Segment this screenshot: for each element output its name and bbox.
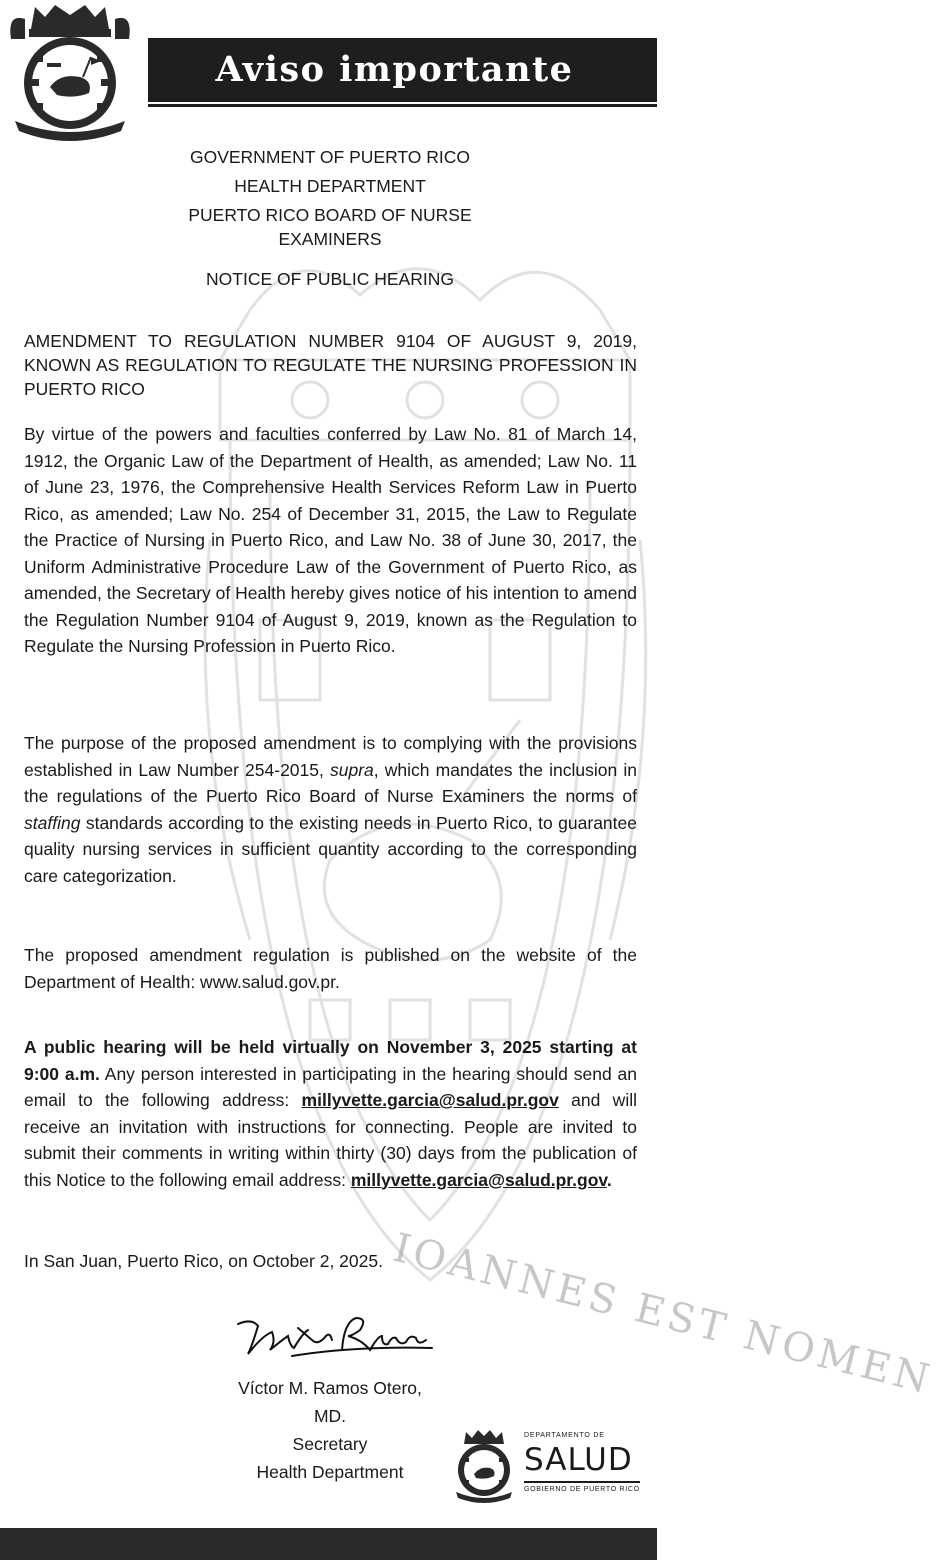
paragraph-hearing: A public hearing will be held virtually on November 3, 2025 starting at 9:00 a.m. Any person interested in participating in the hearing should send an email to the following address: millyvette.garcia@salud.pr.gov and will receive an invitation with instructions for connecting. People are invited to submit their comments in writing within thirty (30) days from the publication of this Notice to the following email address: millyvette.garcia@salud.pr.gov. <box>24 1037 638 1190</box>
hearing-announcement: A public hearing will be held virtually on November 3, 2025 starting at 9:00 a.m. <box>24 1037 637 1084</box>
signer-title: Secretary <box>292 1434 368 1454</box>
puerto-rico-coat-of-arms-icon <box>5 3 135 139</box>
paragraph-purpose: The purpose of the proposed amendment is to complying with the provisions established in Law Number 254-2015, supra, which mandates the inclusion in the regulations of the Puerto Rico Board of Nurse Examiners the norms of staffing standards according to the existing needs in Puerto Rico, to guarantee quality nursing services in sufficient quantity according to the corresponding care categorization. <box>24 733 637 886</box>
signature-block <box>220 1374 440 1486</box>
paragraph-website: The proposed amendment regulation is published on the website of the Department of Health: www.salud.gov.pr. <box>24 945 637 992</box>
motto-watermark: IOANNES EST NOMEN <box>388 1225 937 1404</box>
signer-name: Víctor M. Ramos Otero, MD. <box>238 1378 422 1426</box>
salud-dept-label: DEPARTAMENTO DE <box>524 1432 605 1439</box>
department-line: HEALTH DEPARTMENT <box>234 176 426 196</box>
paragraph-authority: By virtue of the powers and faculties conferred by Law No. 81 of March 14, 1912, the Organic Law of the Department of Health, as amended; Law No. 11 of June 23, 1976, the Comprehensive Health Services Reform Law in Puerto Rico, as amended; Law No. 254 of December 31, 2015, the Law to Regulate the Practice of Nursing in Puerto Rico, and Law No. 38 of June 30, 2017, the Uniform Administrative Procedure Law of the Government of Puerto Rico, as amended, the Secretary of Health hereby gives notice of his intention to amend the Regulation Number 9104 of August 9, 2019, known as the Regulation to Regulate the Nursing Profession in Puerto Rico. <box>24 424 637 656</box>
government-line: GOVERNMENT OF PUERTO RICO <box>189 147 471 167</box>
banner-rule <box>148 104 657 107</box>
salud-crest-icon <box>452 1428 516 1500</box>
board-line: PUERTO RICO BOARD OF NURSE EXAMINERS <box>188 205 472 249</box>
salud-gov-label: GOBIERNO DE PUERTO RICO <box>524 1486 640 1493</box>
bottom-bar <box>0 1528 657 1560</box>
salud-wordmark: SALUD <box>524 1441 640 1483</box>
amendment-title: AMENDMENT TO REGULATION NUMBER 9104 OF AUGUST 9, 2019, KNOWN AS REGULATION TO REGULATE THE NURSING PROFESSION IN PUERTO RICO <box>24 331 637 399</box>
email-link-comments[interactable]: millyvette.garcia@salud.pr.gov <box>350 1169 607 1190</box>
date-line: In San Juan, Puerto Rico, on October 2, 2025. <box>24 1251 383 1271</box>
title-banner <box>148 38 657 102</box>
handwritten-signature <box>232 1306 442 1366</box>
salud-logo <box>524 1431 640 1497</box>
staffing-term: staffing <box>24 812 81 833</box>
email-link[interactable]: millyvette.garcia@salud.pr.gov <box>301 1090 559 1110</box>
supra-term: supra <box>330 759 374 780</box>
signer-department: Health Department <box>256 1462 404 1482</box>
notice-title: NOTICE OF PUBLIC HEARING <box>206 269 454 289</box>
banner-title: Aviso importante <box>215 49 574 90</box>
